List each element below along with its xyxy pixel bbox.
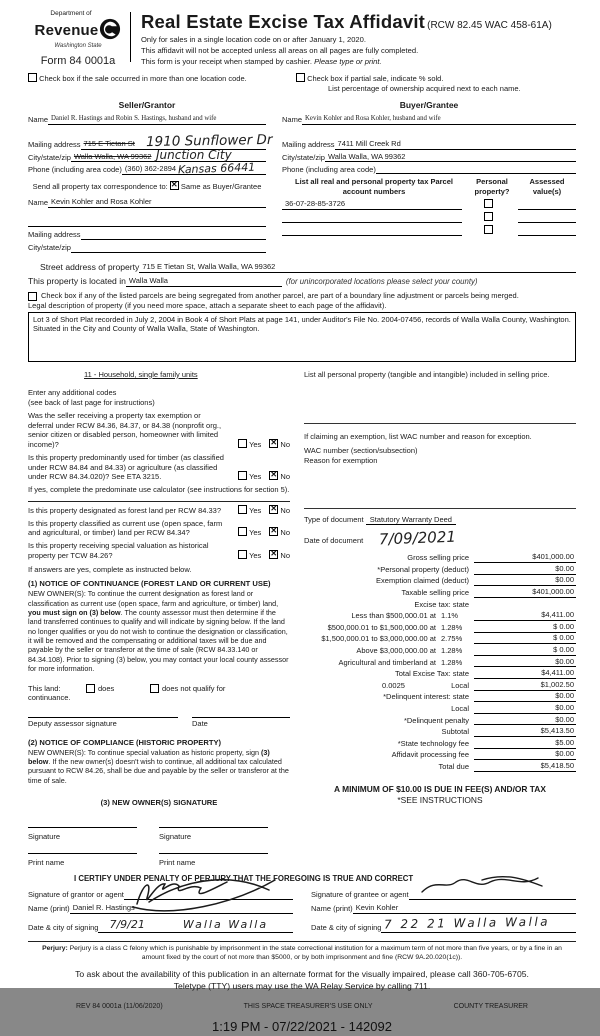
tax-row-processing-fee: Affidavit processing fee $0.00: [391, 749, 574, 760]
yes-label: Yes: [249, 472, 262, 482]
land-does-not-checkbox[interactable]: [150, 684, 159, 693]
tax-row-delinquent-interest: *Delinquent interest: state $0.00: [383, 691, 574, 702]
new-owners-signature-title: (3) NEW OWNER(S) SIGNATURE: [100, 798, 218, 808]
new-owner-signature-1[interactable]: [28, 818, 159, 842]
question-current-use-answers: [232, 527, 290, 538]
notice-compliance-title: (2) NOTICE OF COMPLIANCE (HISTORIC PROPERTY): [28, 737, 222, 747]
header-line3: This form is your receipt when stamped by cashier. Please type or print.: [141, 56, 382, 66]
perjury-note: Perjury: Perjury is a class C felony which is punishable by imprisonment in the state correctional institution for a maximum term of not more than five years, or by a fine in an amount fixed by the court of not more than $5000, or by both imprisonment and fine (RCW 9A.20.020(1c)).: [42, 944, 562, 961]
seller-heading: Seller/Grantor: [118, 99, 176, 110]
parcel-number-field[interactable]: 36-07-28-85-3726: [282, 199, 462, 210]
exemption-blank[interactable]: [304, 466, 576, 508]
notice-continuance-title: (1) NOTICE OF CONTINUANCE (FOREST LAND OR CURRENT USE): [28, 579, 271, 589]
treasurer-space-label: THIS SPACE TREASURER'S USE ONLY: [243, 1002, 373, 1010]
q2-yes-checkbox[interactable]: [238, 471, 247, 480]
print-name-label: Print name: [159, 858, 196, 868]
tax-row-agricultural: Agricultural and timberland at 1.28% $0.00: [338, 656, 574, 667]
ownership-percentage-note: List percentage of ownership acquired next to each name.: [328, 84, 521, 94]
this-land-label: This land:: [28, 683, 61, 693]
correspondence-city-label: City/state/zip: [28, 242, 71, 252]
legal-description-box[interactable]: [28, 312, 576, 362]
seller-name-field[interactable]: [28, 115, 266, 125]
predominate-use-note: If yes, complete the predominate use calculator (see instructions for section 5).: [28, 485, 290, 495]
tax-rate: 1.28%: [441, 646, 463, 656]
tax-rate: 1.1%: [441, 611, 459, 621]
assessed-value-field-1[interactable]: [518, 209, 576, 210]
county-treasurer-label: COUNTY TREASURER: [453, 1002, 528, 1010]
question-current-use-text: Is this property classified as current use (open space, farm and agricultural, or timber) land per RCW 84.34?: [28, 518, 223, 538]
correspondence-mailing-value: [81, 230, 266, 240]
question-forest: [28, 505, 290, 516]
this-land-row: [28, 684, 290, 694]
right-divider-2: [304, 508, 576, 509]
question-timber-answers: [232, 471, 290, 482]
grantee-print-field[interactable]: [311, 903, 576, 914]
seller-name-label: Name: [28, 115, 49, 125]
q3-yes-checkbox[interactable]: [238, 505, 247, 514]
assessed-value-field-2[interactable]: [518, 222, 576, 223]
parcel-number-field[interactable]: [282, 235, 462, 236]
right-divider-1: [304, 423, 576, 424]
logo-revenue-text: Revenue: [34, 22, 99, 40]
partial-sale-check: [296, 73, 521, 94]
legal-description-label: Legal description of property (if you need more space, attach a separate sheet to each page of the affidavit).: [28, 300, 387, 310]
buyer-phone-value: [376, 164, 576, 174]
tax-amount[interactable]: $0.00: [474, 715, 576, 726]
q2-no-checkbox[interactable]: [269, 471, 278, 480]
doc-type-row: [304, 515, 576, 526]
tax-amount[interactable]: $0.00: [474, 575, 576, 586]
continuance-label: continuance.: [28, 693, 71, 703]
personal-property-note: List all personal property (tangible and intangible) included in selling price.: [304, 369, 550, 379]
tax-row-tier3: $1,500,000.01 to $3,000,000.00 at 2.75% $ 0.00: [321, 633, 574, 644]
tax-computation-section: [304, 370, 576, 868]
certify-statement: I CERTIFY UNDER PENALTY OF PERJURY THAT THE FOREGOING IS TRUE AND CORRECT: [74, 873, 414, 883]
tax-row-excise-header: Excise tax: state: [414, 599, 469, 609]
grantee-signing-block: [311, 886, 576, 933]
correspondence-row: [28, 181, 266, 192]
doc-type-value[interactable]: Statutory Warranty Deed: [366, 515, 456, 526]
alternate-format-note: To ask about the availability of this publication in an alternate format for the visually impaired, please call 360-705-6705.: [75, 969, 529, 980]
yes-label: Yes: [249, 528, 262, 538]
left-divider: [28, 501, 290, 502]
correspondence-name-label: Name: [28, 197, 49, 207]
street-address-field[interactable]: [28, 262, 576, 273]
personal-property-checkbox-2[interactable]: [484, 212, 493, 221]
revenue-swirl-icon: [99, 18, 121, 43]
buyer-phone-label: Phone (including area code): [282, 164, 376, 174]
seller-grantor-section: [28, 100, 282, 253]
header-line2: This affidavit will not be accepted unless all areas on all pages are fully completed.: [141, 45, 419, 55]
notice-continuance-body: NEW OWNER(S): To continue the current designation as forest land or classification as current use (open space, farm and agriculture, or timber) land, you must sign on (3) below. The county assessor must then determine if the land transferred continues to qualify and will indicate by signing below. If the land no longer qualifies or you do not wish to continue the designation or classification, it will be removed and the compensating or additional taxes will be due and payable by the seller or transferor at the time of sale (RCW 84.33.140 or 84.34.108). Prior to signing (3) below, you may contact your local county assessor for more information.: [28, 589, 289, 674]
tax-row-gross: Gross selling price $401,000.00: [407, 552, 574, 563]
tax-amount[interactable]: $4,411.00: [474, 610, 576, 621]
correspondence-city-value: [71, 243, 266, 253]
land-use-section: [28, 370, 304, 868]
grantor-signature-field[interactable]: [28, 886, 293, 900]
tax-row-total-due: Total due $5,418.50: [438, 760, 574, 771]
no-label: No: [280, 550, 290, 560]
buyer-mailing-field[interactable]: [282, 139, 576, 150]
tax-amount[interactable]: $4,411.00: [474, 668, 576, 679]
tax-row-total-state: Total Excise Tax: state $4,411.00: [394, 668, 574, 679]
correspondence-blank-line[interactable]: [28, 217, 266, 227]
no-label: No: [280, 472, 290, 482]
seller-phone-value: (360) 362-2894: [122, 164, 266, 175]
tax-amount[interactable]: $0.00: [474, 749, 576, 760]
seller-city-label: City/state/zip: [28, 152, 71, 162]
title-block: [141, 10, 552, 68]
buyer-heading: Buyer/Grantee: [399, 99, 459, 110]
grantor-date-city-field[interactable]: [28, 918, 293, 933]
parcel-row: [282, 197, 576, 210]
reason-exemption-label[interactable]: Reason for exemption: [304, 455, 378, 465]
dept-revenue-logo: [28, 10, 128, 68]
additional-codes-label: Enter any additional codes: [28, 388, 117, 398]
tax-table: [304, 551, 576, 771]
grantee-print-value: Kevin Kohler: [353, 903, 576, 914]
signature-label: Signature: [28, 831, 61, 841]
rev-form-number: REV 84 0001a (11/06/2020): [76, 1002, 163, 1010]
located-in-value[interactable]: Walla Walla: [126, 276, 282, 287]
tax-row-tier2: $500,000.01 to $1,500,000.00 at 1.28% $ 0.00: [327, 621, 574, 632]
personal-property-checkbox-1[interactable]: [484, 199, 493, 208]
q5-yes-checkbox[interactable]: [238, 550, 247, 559]
question-historic-text: Is this property receiving special valuation as historical property per TCW 84.26?: [28, 541, 209, 560]
tax-amount[interactable]: $5.00: [474, 738, 576, 749]
doc-date-label: Date of document: [304, 536, 364, 546]
question-timber-text: Is this property predominantly used for timber (as classified under RCW 84.84 and 84.33) or agriculture (as classified under RCW 84.34.020)? See ETA 3215.: [28, 452, 224, 482]
tax-amount[interactable]: $ 0.00: [474, 622, 576, 633]
does-label: does: [98, 683, 115, 693]
handwritten-new-address: 1910 Sunflower Dr: [145, 131, 273, 150]
tax-row-local: 0.0025 Local $1,002.50: [382, 679, 574, 690]
q1-no-checkbox[interactable]: [269, 439, 278, 448]
street-address-label: Street address of property: [40, 261, 140, 272]
tax-amount[interactable]: $1,002.50: [474, 680, 576, 691]
yes-label: Yes: [249, 440, 262, 450]
exemption-note: If claiming an exemption, list WAC number and reason for exception.: [304, 432, 532, 442]
header-line1: Only for sales in a single location code on or after January 1, 2020.: [141, 35, 366, 45]
buyer-name-field[interactable]: [282, 115, 576, 125]
parcel-number-field[interactable]: [282, 222, 462, 223]
land-use-code: 11 - Household, single family units: [84, 369, 198, 379]
segregated-check-row: [28, 291, 576, 301]
land-does-checkbox[interactable]: [86, 684, 95, 693]
tax-amount[interactable]: $0.00: [474, 703, 576, 714]
yes-label: Yes: [249, 550, 262, 560]
buyer-name-value: Kevin Kohler and Rosa Kohler, husband and wife: [302, 115, 576, 125]
parcel-table-header: [282, 177, 576, 197]
correspondence-name-field[interactable]: [28, 197, 266, 208]
grantor-date-city-value: 7/9/21 Walla Walla: [98, 918, 293, 933]
same-as-buyer-checkbox[interactable]: [170, 181, 179, 190]
grantee-date-city-label: Date & city of signing: [311, 923, 382, 933]
correspondence-city-field[interactable]: [28, 243, 266, 253]
new-owner-print-2[interactable]: [159, 844, 290, 868]
personal-property-header: Personal property?: [474, 177, 510, 197]
buyer-phone-field[interactable]: [282, 164, 576, 174]
partial-sale-checkbox[interactable]: [296, 73, 305, 82]
tax-amount[interactable]: $ 0.00: [474, 633, 576, 644]
tax-row-subtotal: Subtotal $5,413.50: [441, 726, 574, 737]
segregated-checkbox[interactable]: [28, 292, 37, 301]
buyer-mailing-label: Mailing address: [282, 139, 335, 149]
correspondence-mailing-label: Mailing address: [28, 229, 81, 239]
grantee-print-label: Name (print): [311, 904, 353, 914]
tax-amount[interactable]: $0.00: [474, 564, 576, 575]
footer-row: [28, 1002, 576, 1011]
seller-mailing-value: 715 E Tietan St: [81, 139, 266, 150]
additional-codes-note: (see back of last page for instructions): [28, 398, 155, 408]
grantee-date-city-field[interactable]: [311, 914, 576, 933]
tax-amount[interactable]: $401,000.00: [474, 552, 576, 563]
partial-sale-label: Check box if partial sale, indicate % sold.: [307, 74, 444, 84]
same-as-buyer-label: Same as Buyer/Grantee: [180, 182, 262, 192]
grantor-print-label: Name (print): [28, 904, 70, 914]
tax-amount[interactable]: $0.00: [474, 657, 576, 668]
tax-row-tier4: Above $3,000,000.00 at 1.28% $ 0.00: [356, 645, 574, 656]
q4-yes-checkbox[interactable]: [238, 527, 247, 536]
top-checkbox-row: [28, 73, 576, 94]
form-number: Form 84 0001a: [40, 54, 116, 67]
handwritten-new-city: Junction City: [156, 147, 232, 162]
grantee-date-city-value: 7 22 21 Walla Walla: [381, 916, 576, 933]
yes-label: Yes: [249, 505, 262, 515]
located-in-field[interactable]: [28, 276, 576, 287]
legal-description-line2: Situated in the City and County of Walla Walla, State of Washington.: [33, 324, 260, 334]
tax-amount[interactable]: $0.00: [474, 691, 576, 702]
q4-no-checkbox[interactable]: [269, 527, 278, 536]
wac-number-label[interactable]: WAC number (section/subsection): [304, 446, 418, 456]
buyer-city-label: City/state/zip: [282, 152, 325, 162]
buyer-grantee-section: [282, 100, 576, 253]
q5-no-checkbox[interactable]: [269, 550, 278, 559]
grantee-signature-label: Signature of grantee or agent: [311, 890, 409, 900]
form-title: Real Estate Excise Tax Affidavit: [141, 11, 426, 32]
doc-type-label: Type of document: [304, 514, 364, 524]
parcel-numbers-header: List all real and personal property tax Parcel account numbers: [295, 177, 453, 197]
personal-property-blank[interactable]: [304, 379, 576, 423]
seller-name-value: Daniel R. Hastings and Robin S. Hastings, husband and wife: [48, 115, 266, 125]
if-answers-yes-note: If answers are yes, complete as instructed below.: [28, 564, 192, 574]
tax-row-personal: *Personal property (deduct) $0.00: [377, 563, 574, 574]
question-exemption-text: Was the seller receiving a property tax exemption or deferral under RCW 84.36, 84.37, or 84.38 (nonprofit org., senior citizen or disabled person, homeowner with limited income)?: [28, 410, 222, 450]
doc-date-row: [304, 529, 576, 551]
grantee-signature-field[interactable]: [311, 886, 576, 900]
rcw-reference: (RCW 82.45 WAC 458-61A): [427, 20, 552, 31]
parcel-row: [282, 210, 576, 223]
deputy-date-field[interactable]: Date: [192, 717, 290, 729]
logo-dept-text: Department of: [50, 10, 92, 17]
tax-amount[interactable]: $ 0.00: [474, 645, 576, 656]
buyer-mailing-value: 7411 Mill Creek Rd: [335, 139, 576, 150]
question-forest-answers: [232, 505, 290, 516]
tax-row-delinquent-local: Local $0.00: [451, 702, 574, 713]
segregated-label: Check box if any of the listed parcels are being segregated from another parcel, are part of a boundary line adjustment or parcels being merged.: [41, 290, 519, 300]
grantor-date-city-label: Date & city of signing: [28, 923, 99, 933]
tax-row-exemption: Exemption claimed (deduct) $0.00: [376, 575, 574, 586]
buyer-name-label: Name: [282, 115, 303, 125]
seller-phone-label: Phone (including area code): [28, 165, 122, 175]
personal-property-checkbox-3[interactable]: [484, 225, 493, 234]
assessed-value-header: Assessed value(s): [529, 177, 565, 197]
parcel-row: [282, 223, 576, 236]
handwritten-doc-date[interactable]: 7/09/2021: [378, 528, 457, 549]
question-current-use: [28, 519, 290, 539]
correspondence-label: Send all property tax correspondence to:: [32, 182, 168, 192]
located-in-label: This property is located in: [28, 275, 126, 286]
buyer-city-field[interactable]: [282, 152, 576, 163]
perjury-divider: [28, 941, 576, 942]
grantor-print-field[interactable]: [28, 903, 293, 914]
tax-row-tech-fee: *State technology fee $5.00: [397, 737, 574, 748]
assessed-value-field-3[interactable]: [518, 235, 576, 236]
question-timber: [28, 453, 290, 482]
grantor-signing-block: [28, 886, 311, 933]
no-label: No: [280, 505, 290, 515]
signature-label: Signature: [159, 831, 192, 841]
local-rate: 0.0025: [382, 680, 405, 690]
multi-location-label: Check box if the sale occurred in more than one location code.: [39, 74, 247, 84]
question-exemption-answers: [232, 439, 290, 450]
multi-location-check: [28, 73, 296, 94]
correspondence-mailing-field[interactable]: [28, 230, 266, 240]
new-owner-print-1[interactable]: [28, 844, 159, 868]
seller-mailing-label: Mailing address: [28, 139, 81, 149]
tax-rate: 2.75%: [441, 634, 463, 644]
deputy-signature-field[interactable]: Deputy assessor signature: [28, 717, 178, 729]
new-owner-signature-row: [28, 818, 290, 842]
print-name-label: Print name: [28, 858, 65, 868]
tax-rate: 1.28%: [441, 657, 463, 667]
tax-row-taxable: Taxable selling price $401,000.00: [401, 587, 574, 598]
tax-amount[interactable]: $401,000.00: [474, 587, 576, 598]
no-label: No: [280, 440, 290, 450]
does-not-label: does not qualify for: [162, 683, 226, 693]
tax-row-tier1: Less than $500,000.01 at 1.1% $4,411.00: [351, 610, 574, 621]
grantor-print-value: Daniel R. Hastings: [70, 903, 293, 914]
grantor-signature-label: Signature of grantor or agent: [28, 890, 124, 900]
form-header: [28, 10, 576, 68]
multi-location-checkbox[interactable]: [28, 73, 37, 82]
logo-state-text: Washington State: [54, 43, 102, 50]
legal-description-line1: Lot 3 of Short Plat recorded in July 2, 2004 in Book 4 of Short Plats at page 141, under Auditor's File No. 2004-07456, records of Walla Walla County, Washington.: [33, 314, 571, 324]
tax-rate: 1.28%: [441, 622, 463, 632]
tax-row-delinquent-penalty: *Delinquent penalty $0.00: [403, 714, 574, 725]
handwritten-new-state-zip: Kansas 66441: [177, 160, 256, 177]
buyer-city-value: Walla Walla, WA 99362: [325, 152, 576, 163]
no-label: No: [280, 528, 290, 538]
question-historic: [28, 541, 290, 561]
street-address-value: 715 E Tietan St, Walla Walla, WA 99362: [139, 262, 576, 273]
located-in-note: (for unincorporated locations please select your county): [285, 276, 478, 286]
correspondence-name-value: Kevin Kohler and Rosa Kohler: [48, 197, 266, 208]
header-divider: [130, 12, 131, 62]
question-historic-answers: [232, 550, 290, 561]
q3-no-checkbox[interactable]: [269, 505, 278, 514]
new-owner-signature-2[interactable]: [159, 818, 290, 842]
minimum-due-note: A MINIMUM OF $10.00 IS DUE IN FEE(S) AND/OR TAX: [334, 783, 546, 794]
q1-yes-checkbox[interactable]: [238, 439, 247, 448]
question-forest-text: Is this property designated as forest land per RCW 84.33?: [28, 505, 222, 515]
certification-section: [28, 874, 576, 933]
question-exemption: [28, 411, 290, 450]
new-owner-print-row: [28, 844, 290, 868]
see-instructions-note: *SEE INSTRUCTIONS: [397, 794, 483, 805]
tax-amount[interactable]: $5,418.50: [474, 761, 576, 772]
tax-amount[interactable]: $5,413.50: [474, 726, 576, 737]
notice-compliance-body: NEW OWNER(S): To continue special valuation as historic property, sign (3) below. If the new owner(s) doesn't wish to continue, all additional tax calculated pursuant to RCW 84.26, shall be due and payable by the seller or transferor at the time of sale.: [28, 747, 289, 785]
tty-note: Teletype (TTY) users may use the WA Relay Service by calling 711.: [173, 980, 431, 991]
deputy-assessor-row: [28, 717, 290, 729]
seller-city-value: Walla Walla, WA 99362: [71, 152, 266, 163]
cashier-receipt-stamp: 1:19 PM - 07/22/2021 - 142092: [212, 1018, 392, 1034]
